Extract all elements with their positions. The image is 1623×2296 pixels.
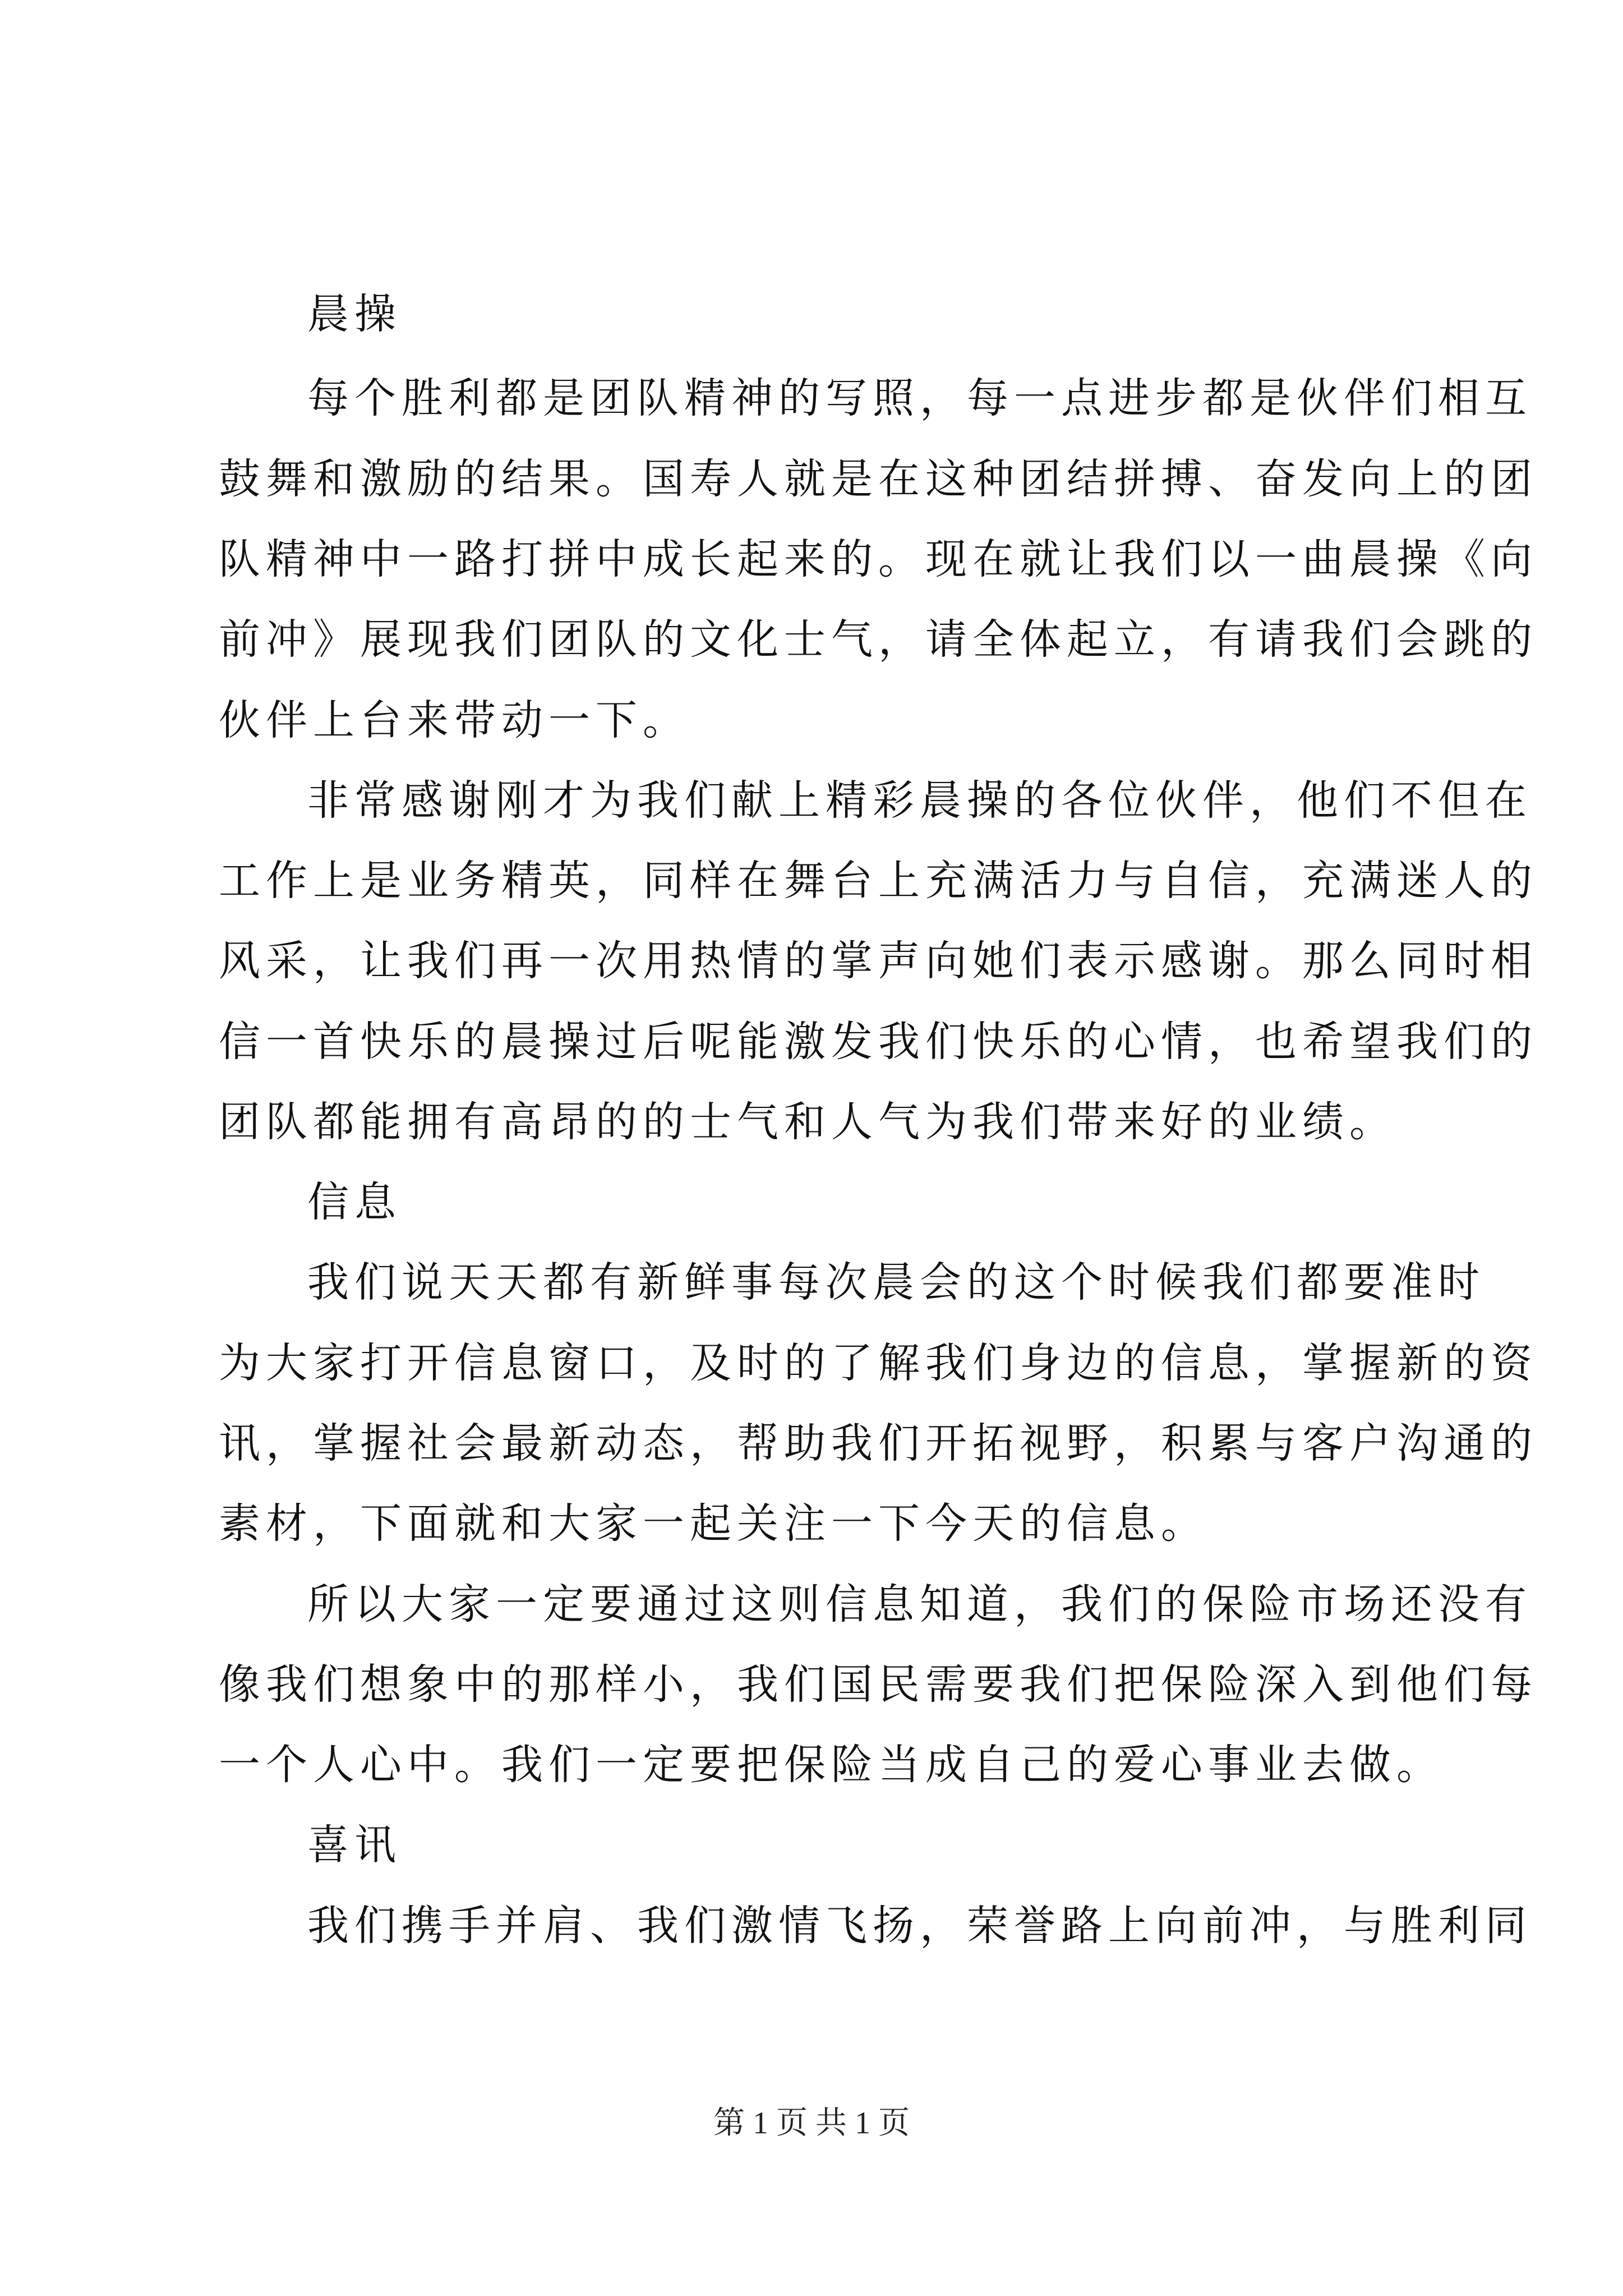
paragraph-line: 讯，掌握社会最新动态，帮助我们开拓视野，积累与客户沟通的 [219,1419,1538,1467]
paragraph-line: 我们携手并肩、我们激情飞扬，荣誉路上向前冲，与胜利同 [307,1902,1532,1950]
paragraph-line: 素材，下面就和大家一起关注一下今天的信息。 [219,1499,1208,1548]
page-number-footer: 第 1 页 共 1 页 [713,2106,910,2141]
paragraph-line: 为大家打开信息窗口，及时的了解我们身边的信息，掌握新的资 [219,1339,1538,1387]
paragraph-line: 风采，让我们再一次用热情的掌声向她们表示感谢。那么同时相 [219,937,1538,985]
paragraph-line: 前冲》展现我们团队的文化士气，请全体起立，有请我们会跳的 [219,615,1538,664]
paragraph-line: 我们说天天都有新鲜事每次晨会的这个时候我们都要准时 [307,1258,1485,1306]
paragraph-line: 鼓舞和激励的结果。国寿人就是在这种团结拼搏、奋发向上的团 [219,455,1538,503]
paragraph-line: 所以大家一定要通过这则信息知道，我们的保险市场还没有 [307,1580,1532,1628]
paragraph-line: 非常感谢刚才为我们献上精彩晨操的各位伙伴，他们不但在 [307,776,1532,825]
section-heading-news: 信息 [307,1178,402,1226]
section-heading-good-news: 喜讯 [307,1821,402,1869]
paragraph-line: 像我们想象中的那样小，我们国民需要我们把保险深入到他们每 [219,1660,1538,1709]
paragraph-line: 伙伴上台来带动一下。 [219,696,690,744]
paragraph-line: 工作上是业务精英，同样在舞台上充满活力与自信，充满迷人的 [219,857,1538,905]
paragraph-line: 信一首快乐的晨操过后呢能激发我们快乐的心情，也希望我们的 [219,1018,1538,1066]
paragraph-line: 团队都能拥有高昂的的士气和人气为我们带来好的业绩。 [219,1098,1396,1146]
paragraph-line: 每个胜利都是团队精神的写照，每一点进步都是伙伴们相互 [307,374,1532,422]
section-heading-morning-exercise: 晨操 [307,290,402,338]
paragraph-line: 队精神中一路打拼中成长起来的。现在就让我们以一曲晨操《向 [219,535,1538,583]
paragraph-line: 一个人心中。我们一定要把保险当成自己的爱心事业去做。 [219,1741,1444,1789]
